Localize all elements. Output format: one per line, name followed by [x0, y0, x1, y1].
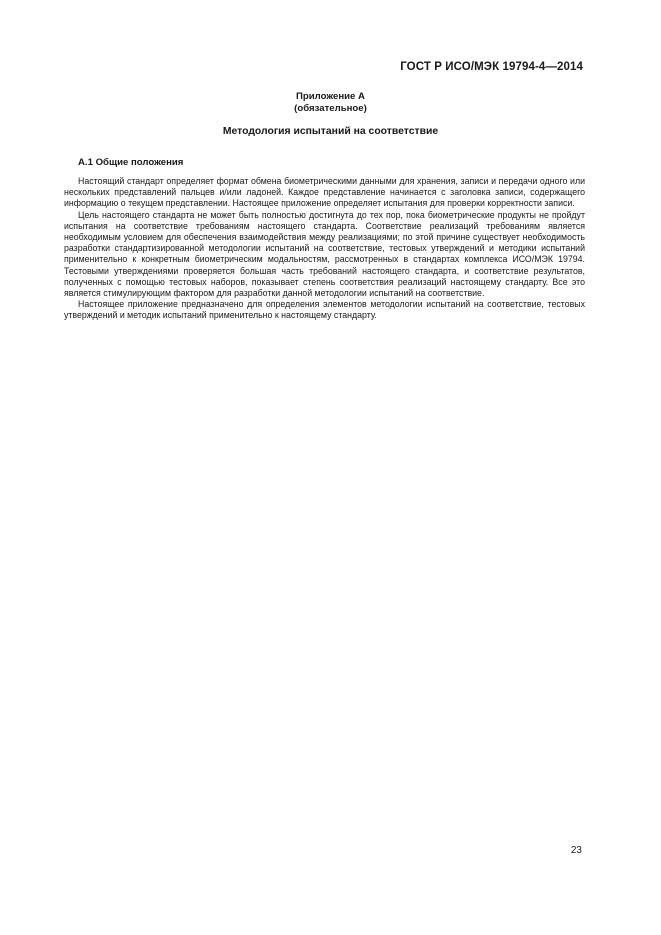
section-title: Методология испытаний на соответствие: [222, 126, 439, 137]
subsection-title: А.1 Общие положения: [78, 157, 184, 168]
annex-status: (обязательное): [294, 103, 367, 114]
paragraph-2: Цель настоящего стандарта не может быть полностью достигнута до тех пор, пока биометрические продукты не пройдут испытания на соответствие требованиям настоящего стандарта. Соответствие реализаций требованиям является необходимым условием для обеспечения взаимодействия между реализациями; по этой причине существует необходимость разработки стандартизированной методологии испытаний на соответствие, тестовых утверждений и методики испытаний применительно к конкретным биометрическим модальностям, рассмотренных в стандартах комплекса ИСО/МЭК 19794. Тестовыми утверждениями проверяется большая часть требований настоящего стандарта, и соответствие результатов, полученных с помощью тестовых наборов, показывает степень соответствия реализаций настоящему стандарту. Все это является стимулирующим фактором для разработки данной методологии испытаний на соответствие.: [64, 209, 585, 299]
paragraph-1: Настоящий стандарт определяет формат обмена биометрическими данными для хранения, записи и передачи одного или нескольких представлений пальцев и/или ладоней. Каждое представление начинается с заголовка записи, содержащего информацию о текущем представлении. Настоящее приложение определяет испытания для проверки корректности записи.: [64, 176, 585, 209]
annex-title: Приложение А: [296, 91, 365, 102]
document-code: ГОСТ Р ИСО/МЭК 19794-4—2014: [400, 61, 583, 73]
page-number: 23: [570, 845, 582, 856]
annex-heading: [0, 91, 661, 115]
paragraph-3: Настоящее приложение предназначено для определения элементов методологии испытаний на соответствие, тестовых утверждений и методик испытаний применительно к настоящему стандарту.: [64, 299, 585, 321]
body-text: [64, 176, 585, 322]
